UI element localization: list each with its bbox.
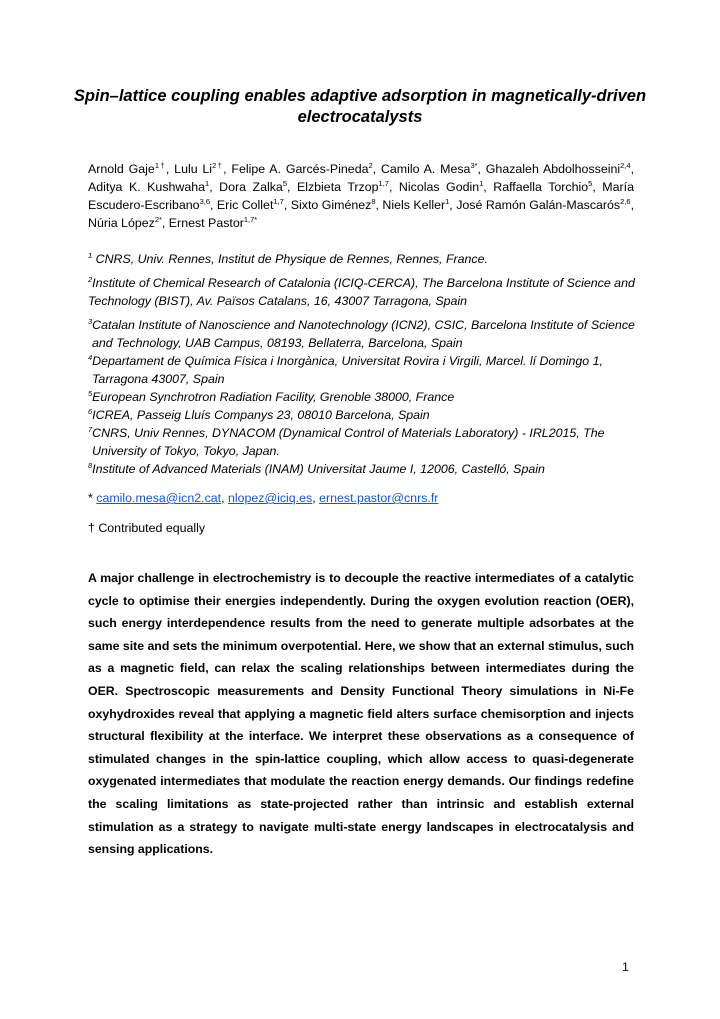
author: María Escudero-Escribano$^{3,6}$ bbox=[88, 180, 634, 212]
author: Nicolas Godin$^1$ bbox=[398, 178, 484, 194]
affiliation: $^1$ CNRS, Univ. Rennes, Institut de Physique de Rennes, Rennes, France. bbox=[88, 250, 488, 266]
page-number: 1 bbox=[622, 960, 629, 974]
email-link[interactable]: camilo.mesa@icn2.cat bbox=[96, 491, 222, 505]
affiliation: $^7$CNRS, Univ Rennes, DYNACOM (Dynamical Control of Materials Laboratory) - IRL2015, The University of Tokyo, Tokyo, Japan. bbox=[88, 424, 605, 458]
author: Dora Zalka$^5$ bbox=[219, 178, 287, 194]
affiliation: $^2$Institute of Chemical Research of Catalonia (ICIQ-CERCA), The Barcelona Institute of Science and Technology (BIST), Av. Països Catalans, 16, 43007 Tarragona, Spain bbox=[88, 274, 635, 308]
author: Felipe A. Garcés-Pineda$^2$ bbox=[231, 160, 373, 176]
affiliation: $^8$Institute of Advanced Materials (INAM) Universitat Jaume I, 12006, Castelló, Spain bbox=[88, 460, 545, 476]
author: Aditya K. Kushwaha$^1$ bbox=[88, 178, 210, 194]
author: Ernest Pastor$^{1,7*}$ bbox=[168, 214, 258, 230]
email-link[interactable]: ernest.pastor@cnrs.fr bbox=[319, 491, 439, 505]
author: Eric Collet$^{1,7}$ bbox=[216, 196, 284, 212]
author: Ghazaleh Abdolhosseini$^{2,4}$ bbox=[485, 160, 631, 176]
affiliation-list bbox=[88, 250, 636, 478]
contribution-note: † Contributed equally bbox=[88, 521, 206, 535]
author: Lulu $Li^{2\dagger}$ bbox=[174, 160, 224, 176]
author: Raffaella Torchio$^5$ bbox=[493, 178, 593, 194]
affiliation: $^5$European Synchrotron Radiation Facility, Grenoble 38000, France bbox=[88, 388, 455, 404]
author: Núria López$^{2*}$ bbox=[88, 214, 162, 230]
paper-title: Spin–lattice coupling enables adaptive adsorption in magnetically-driven electrocatalysts bbox=[73, 87, 647, 126]
abstract: A major challenge in electrochemistry is to decouple the reactive intermediates of a catalytic cycle to optimise their energies independently. During the oxygen evolution reaction (OER), such energy interdependence results from the need to generate multiple adsorbates at the same site and sets the minimum overpotential. Here, we show that an external stimulus, such as a magnetic field, can relax the scaling relationships between intermediates during the OER. Spectroscopic measurements and Density Functional Theory simulations in Ni-Fe oxyhydroxides reveal that applying a magnetic field alters surface chemisorption and injects structural flexibility at the interface. We interpret these observations as a consequence of stimulated changes in the spin-lattice coupling, which allow access to quasi-degenerate oxygenated intermediates that modulate the reaction energy demands. Our findings redefine the scaling limitations as state-projected rather than intrinsic and establish external stimulation as a strategy to navigate multi-state energy landscapes in electrocatalysis and sensing applications. bbox=[88, 571, 634, 857]
author: José Ramón Galán-Mascarós$^{2,6}$ bbox=[456, 196, 631, 212]
email-link[interactable]: nlopez@iciq.es bbox=[227, 491, 313, 505]
correspondence-line: * camilo.mesa@icn2.cat, nlopez@iciq.es, ernest.pastor@cnrs.fr bbox=[88, 491, 439, 505]
author: Camilo A. Mesa$^{3*}$ bbox=[380, 160, 478, 176]
author: Elzbieta Trzop$^{1,7}$ bbox=[296, 178, 389, 194]
author: Sixto Giménez$^8$ bbox=[290, 196, 376, 212]
author: Arnold Gaje$^{1\dagger}$ bbox=[88, 160, 166, 176]
author: Niels Keller$^1$ bbox=[382, 196, 450, 212]
affiliation: $^3$Catalan Institute of Nanoscience and Nanotechnology (ICN2), CSIC, Barcelona Institute of Science and Technology, UAB Campus, 08193, Bellaterra, Barcelona, Spain bbox=[88, 316, 635, 350]
affiliation: $^6$ICREA, Passeig Lluís Companys 23, 08010 Barcelona, Spain bbox=[88, 406, 430, 422]
affiliation: $^4$Departament de Química Física i Inorgànica, Universitat Rovira i Virgili, Marcel. lí Domingo 1, Tarragona 43007, Spain bbox=[88, 352, 603, 386]
author-list: Arnold Gaje$^{1\dagger}$, Lulu $Li^{2\dagger}$, Felipe A. Garcés-Pineda$^2$, Camilo A. Mesa$^{3*}$, Ghazaleh Abdolhosseini$^{2,4}$, Aditya K. Kushwaha$^1$, Dora Zalka$^5$, Elzbieta Trzop$^{1,7}$, Nicolas Godin$^1$, Raffaella Torchio$^5$, María Escudero-Escribano$^{3,6}$, Eric Collet$^{1,7}$, Sixto Giménez$^8$, Niels Keller$^1$, José Ramón Galán-Mascarós$^{2,6}$, Núria López$^{2*}$, Ernest Pastor$^{1,7*}$ bbox=[88, 160, 635, 230]
